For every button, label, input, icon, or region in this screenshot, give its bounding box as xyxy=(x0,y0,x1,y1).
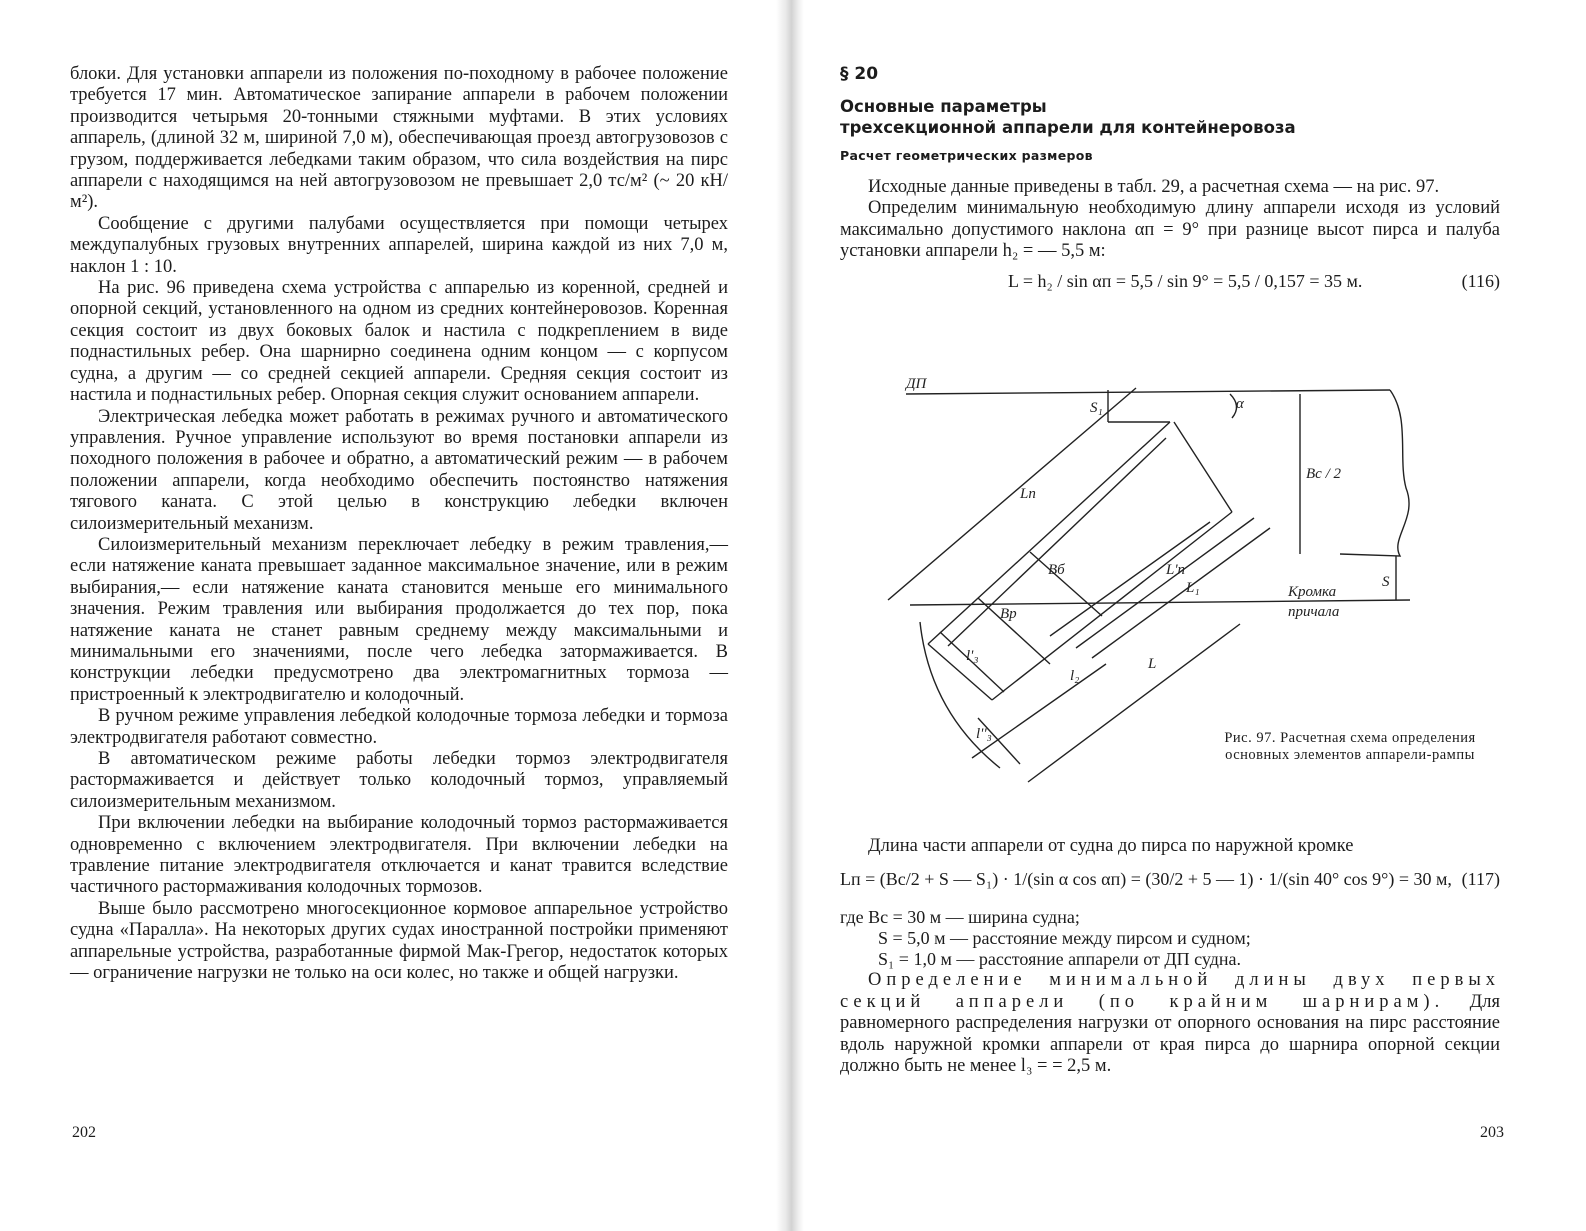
spaced-heading: Определение минимальной длины двух первых секций аппарели (по крайним шарнирам). xyxy=(840,970,1500,1012)
label-bb: Bб xyxy=(1048,562,1065,578)
page-number-left: 202 xyxy=(72,1124,96,1141)
label-bp: Bр xyxy=(1000,606,1017,622)
right-text-column xyxy=(840,64,1500,315)
formula-116 xyxy=(840,263,1500,315)
right-paragraph: Исходные данные приведены в табл. 29, а расчетная схема — на рис. 97. xyxy=(868,177,1440,197)
label-l2: l₂ xyxy=(1070,668,1080,684)
where-list xyxy=(840,907,1500,970)
left-paragraph: Силоизмерительный механизм переключает лебедку в режим травления,— если натяжение каната превышает заданное максимальное значение, или в режим выбирания,— если натяжение каната становится меньше его минимального значения. Режим травления или выбирания продолжается до тех пор, пока натяжение каната не станет равным среднему между максимальными и минимальными его значениями, после чего лебедка затормаживается. В конструкции лебедки предусмотрено два электромагнитных тормоза — пристроенный к электродвигателю и колодочный. xyxy=(70,534,728,705)
right-paragraph: Определим минимальную необходимую длину аппарели исходя из условий максимально допустимого наклона αп = 9° при разнице высот пирса и палуба установки аппарели h₂ = — 5,5 м: xyxy=(840,198,1500,262)
figure-caption: Рис. 97. Расчетная схема определения основных элементов аппарели-рампы xyxy=(1224,730,1476,763)
where-item: S = 5,0 м — расстояние между пирсом и судном; xyxy=(878,928,1251,949)
right-page xyxy=(790,0,1586,1231)
section-title xyxy=(840,96,1500,138)
formula-117-text: Lп = (Bс/2 + S — S₁) · 1/(sin α cos αп) = (30/2 + 5 — 1) · 1/(sin 40° cos 9°) = 30 м, xyxy=(840,869,1452,890)
label-l: L xyxy=(1148,656,1157,672)
section-number: § 20 xyxy=(840,64,879,84)
paragraph-rest: Для равномерного распределения нагрузки от опорного основания на пирс расстояние вдоль наружной кромки аппарели от края пирса до шарнира опорной секции должно быть не менее l₃ = = 2,5 м. xyxy=(840,991,1500,1077)
left-paragraph: На рис. 96 приведена схема устройства с аппарелью из коренной, средней и опорной секций, установленного на одном из средних контейнеровозов. Коренная секция состоит из двух боковых балок и настила с подкреплением в виде поднастильных ребер. Она шарнирно соединена одним концом — с корпусом судна, а другим — со средней секцией аппарели. Средняя секция состоит из настила и поднастильных ребер. Опорная секция служит основанием аппарели. xyxy=(70,278,728,406)
where-item: где Bс = 30 м — ширина судна; xyxy=(840,907,1080,928)
label-edge2: причала xyxy=(1288,604,1340,620)
label-s1: S₁ xyxy=(1090,400,1103,416)
label-l1: L₁ xyxy=(1186,580,1200,596)
right-paragraph xyxy=(840,970,1500,1077)
where-item: S₁ = 1,0 м — расстояние аппарели от ДП судна. xyxy=(878,949,1242,970)
label-dp: ДП xyxy=(906,378,927,392)
left-paragraph: блоки. Для установки аппарели из положения по-походному в рабочее положение требуется 17 мин. Автоматическое запирание аппарели в рабочем положении производится четырьмя 20-тонными стяжными муфтами. В этих условиях аппарель, (длиной 32 м, шириной 7,0 м), обеспечивающая проезд автогрузовозов с грузом, поддерживается лебедками таким образом, что сила воздействия на пирс аппарели с находящимся на ней автогрузовозом не превышает 2,0 тс/м² (~ 20 кН/м²). xyxy=(70,64,728,213)
formula-117 xyxy=(840,859,1500,907)
label-ln1: L'п xyxy=(1166,562,1186,578)
left-paragraph: При включении лебедки на выбирание колодочный тормоз растормаживается одновременно с включением электродвигателя. При включении лебедки на травление питание электродвигателя отключается и канат травится вследствие частичного растормаживания колодочных тормозов. xyxy=(70,813,728,898)
left-page xyxy=(0,0,790,1231)
label-ln: Lп xyxy=(1020,486,1036,502)
label-edge1: Кромка xyxy=(1288,584,1337,600)
label-alpha: α xyxy=(1236,396,1244,412)
right-text-column-lower xyxy=(840,836,1500,1077)
left-paragraph: Выше было рассмотрено многосекционное кормовое аппарельное устройство судна «Паралла». На некоторых других судах иностранной постройки применяют аппарельные устройства, разработанные фирмой Мак-Грегор, недостаток которых — ограничение нагрузки не только на оси колес, но также и общей нагрузки. xyxy=(70,898,728,984)
label-l3pp: l''₃ xyxy=(976,726,992,742)
left-paragraph: Электрическая лебедка может работать в режимах ручного и автоматического управления. Ручное управление используют во время постановки аппарели из походного положения в рабочее и обратно, а автоматический режим — в рабочем положении аппарели, когда необходимо обеспечить постоянство натяжения тягового каната. С этой целью в конструкцию лебедки включен силоизмерительный механизм. xyxy=(70,406,728,534)
formula-116-text: L = h₂ / sin αп = 5,5 / sin 9° = 5,5 / 0,157 = 35 м. xyxy=(1008,270,1363,291)
page-number-right: 203 xyxy=(1480,1124,1504,1141)
label-bc2: Bс / 2 xyxy=(1306,466,1341,482)
formula-117-number: (117) xyxy=(1461,869,1500,890)
left-paragraph: В автоматическом режиме работы лебедки тормоз электродвигателя растормаживается и действует только колодочный тормоз, управляемый силоизмерительным механизмом. xyxy=(70,749,728,812)
section-title-line2: трехсекционной аппарели для контейнеровоза xyxy=(840,118,1296,137)
subsection-title: Расчет геометрических размеров xyxy=(840,148,1093,163)
left-text-column xyxy=(70,64,728,984)
label-s: S xyxy=(1382,574,1390,590)
section-title-line1: Основные параметры xyxy=(840,97,1047,116)
left-paragraph: В ручном режиме управления лебедкой колодочные тормоза лебедки и тормоза электродвигателя работают совместно. xyxy=(70,706,728,748)
left-paragraph: Сообщение с другими палубами осуществляется при помощи четырех междупалубных грузовых внутренних аппарелей, ширина каждой из них 7,0 м, наклон 1 : 10. xyxy=(70,213,728,277)
formula-116-number: (116) xyxy=(1461,270,1500,291)
label-l3p: l'₃ xyxy=(966,648,979,664)
right-paragraph: Длина части аппарели от судна до пирса по наружной кромке xyxy=(868,836,1354,856)
